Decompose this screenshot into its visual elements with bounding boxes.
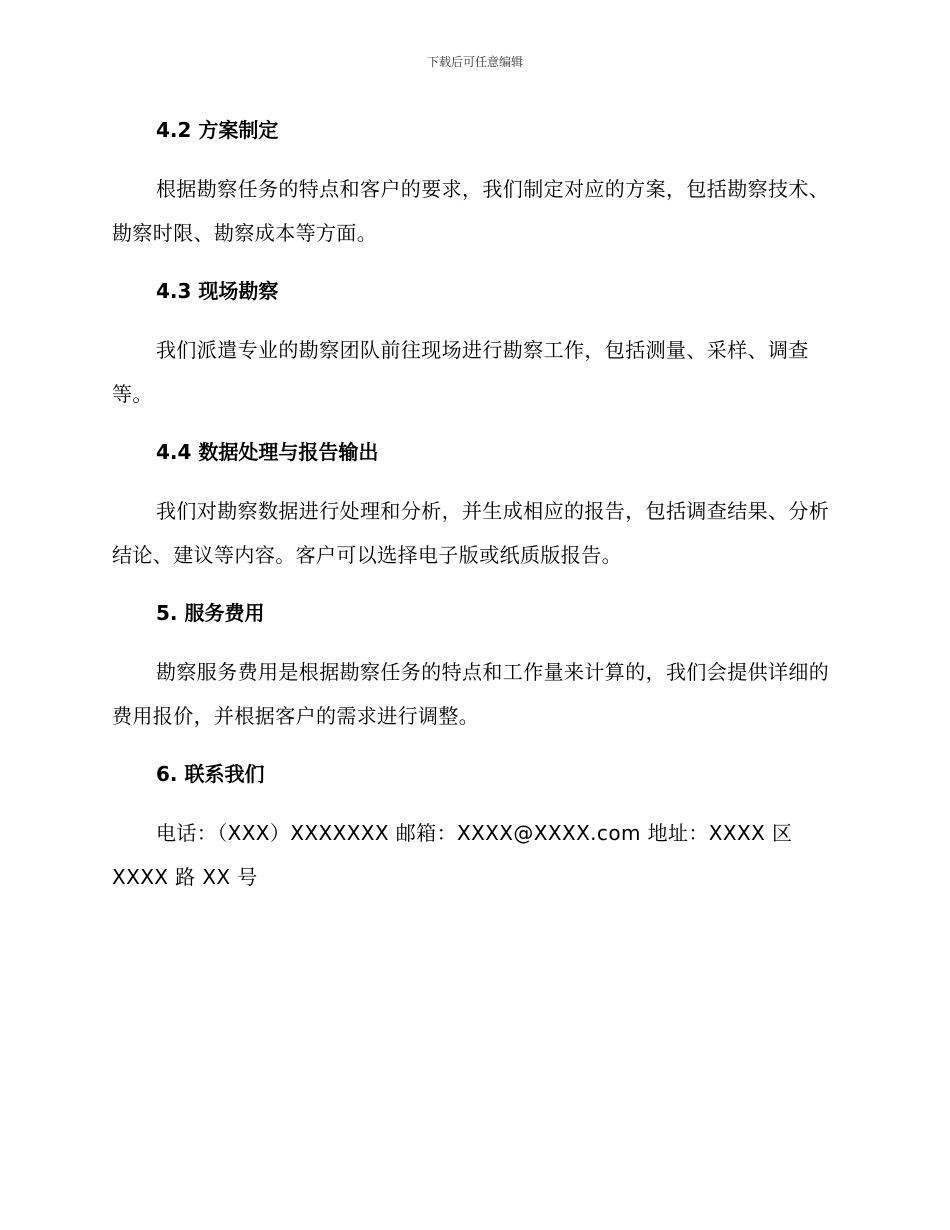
- section-heading: 4.3 现场勘察: [156, 279, 279, 303]
- section-heading: 5. 服务费用: [156, 601, 265, 625]
- section-site-survey: [112, 269, 832, 416]
- section-plan: [112, 108, 832, 255]
- section-paragraph: 我们对勘察数据进行处理和分析，并生成相应的报告，包括调查结果、分析结论、建议等内容。客户可以选择电子版或纸质版报告。: [112, 499, 830, 567]
- page-header: 下载后可任意编辑: [426, 55, 523, 69]
- section-heading: 4.2 方案制定: [156, 118, 279, 142]
- document-content: [112, 108, 832, 913]
- section-data-report: [112, 430, 832, 577]
- section-paragraph: 勘察服务费用是根据勘察任务的特点和工作量来计算的，我们会提供详细的费用报价，并根据客户的需求进行调整。: [112, 660, 830, 728]
- section-heading: 6. 联系我们: [156, 762, 265, 786]
- contact-info: 电话：（XXX）XXXXXXX 邮箱：XXXX@XXXX.com 地址：XXXX 区 XXXX 路 XX 号: [112, 821, 793, 889]
- section-fees: [112, 591, 832, 738]
- section-paragraph: 根据勘察任务的特点和客户的要求，我们制定对应的方案，包括勘察技术、勘察时限、勘察成本等方面。: [112, 177, 830, 245]
- section-contact: [112, 752, 832, 899]
- section-paragraph: 我们派遣专业的勘察团队前往现场进行勘察工作，包括测量、采样、调查等。: [112, 338, 809, 406]
- section-heading: 4.4 数据处理与报告输出: [156, 440, 379, 464]
